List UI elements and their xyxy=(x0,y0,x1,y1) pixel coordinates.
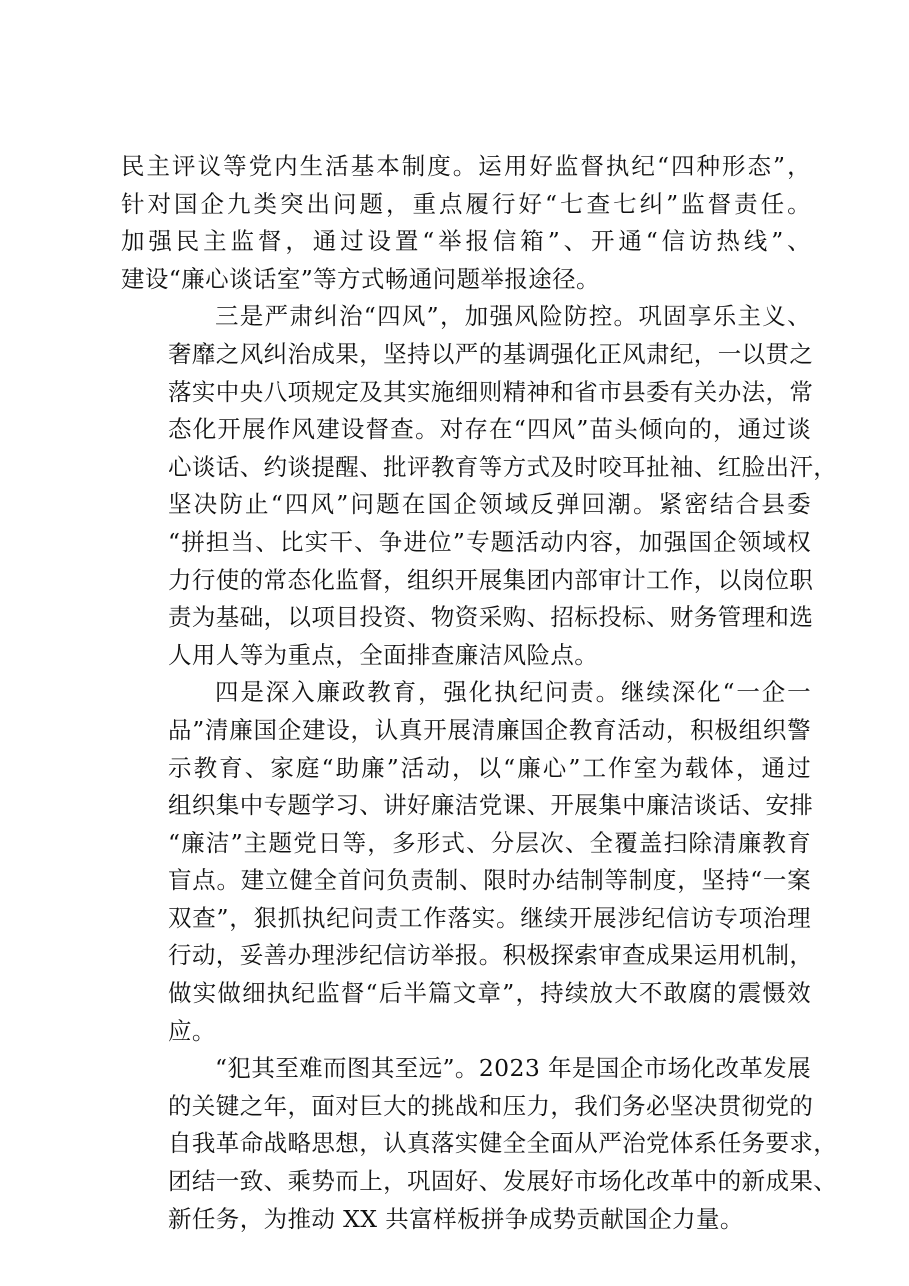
paragraph xyxy=(121,674,814,1050)
text-line: 应。 xyxy=(168,1016,216,1045)
text-line: 行动，妥善办理涉纪信访举报。积极探索审查成果运用机制， xyxy=(168,941,814,970)
paragraph xyxy=(121,1050,838,1238)
paragraph xyxy=(121,298,838,674)
text-line: 示教育、家庭“助廉”活动，以“廉心”工作室为载体，通过 xyxy=(168,753,811,782)
text-line: 品”清廉国企建设，认真开展清廉国企教育活动，积极组织警 xyxy=(168,715,811,744)
text-line: 责为基础，以项目投资、物资采购、招标投标、财务管理和选 xyxy=(168,603,814,632)
text-line: 新任务，为推动 XX 共富样板拼争成势贡献国企力量。 xyxy=(168,1204,744,1233)
text-line: 组织集中专题学习、讲好廉洁党课、开展集中廉洁谈话、安排 xyxy=(168,791,814,820)
text-line: “拼担当、比实干、争进位”专题活动内容，加强国企领域权 xyxy=(168,527,811,556)
text-line: 四是深入廉政教育，强化执纪问责。继续深化“一企一 xyxy=(215,678,811,707)
document-body xyxy=(121,148,838,1238)
text-line: 坚决防止“四风”问题在国企领域反弹回潮。紧密结合县委 xyxy=(168,490,811,519)
text-line: 心谈话、约谈提醒、批评教育等方式及时咬耳扯袖、红脸出汗， xyxy=(168,452,838,481)
text-line: 盲点。建立健全首问负责制、限时办结制等制度，坚持“一案 xyxy=(168,866,811,895)
text-line: 态化开展作风建设督查。对存在“四风”苗头倾向的，通过谈 xyxy=(168,415,811,444)
text-line: 力行使的常态化监督，组织开展集团内部审计工作，以岗位职 xyxy=(168,565,814,594)
text-line: 团结一致、乘势而上，巩固好、发展好市场化改革中的新成果、 xyxy=(168,1167,838,1196)
text-line: 民主评议等党内生活基本制度。运用好监督执纪“四种形态”， xyxy=(121,152,811,180)
text-line: 做实做细执纪监督“后半篇文章”，持续放大不敢腐的震慑效 xyxy=(168,979,811,1008)
text-line: 加强民主监督，通过设置“举报信箱”、开通“信访热线”、 xyxy=(121,227,811,256)
paragraph xyxy=(121,148,811,298)
text-line: 建设“廉心谈话室”等方式畅通问题举报途径。 xyxy=(121,264,600,293)
text-line: “廉洁”主题党日等，多形式、分层次、全覆盖扫除清廉教育 xyxy=(168,828,811,857)
text-line: 奢靡之风纠治成果，坚持以严的基调强化正风肃纪，一以贯之 xyxy=(168,339,814,368)
text-line: 自我革命战略思想，认真落实健全全面从严治党体系任务要求， xyxy=(168,1129,838,1158)
text-line: 三是严肃纠治“四风”，加强风险防控。巩固享乐主义、 xyxy=(215,302,811,331)
text-line: 针对国企九类突出问题，重点履行好“七查七纠”监督责任。 xyxy=(121,189,811,218)
text-line: 双查”，狠抓执纪问责工作落实。继续开展涉纪信访专项治理 xyxy=(168,903,811,932)
text-line: 落实中央八项规定及其实施细则精神和省市县委有关办法，常 xyxy=(168,377,814,406)
text-line: 人用人等为重点，全面排查廉洁风险点。 xyxy=(168,640,599,669)
text-line: 的关键之年，面对巨大的挑战和压力，我们务必坚决贯彻党的 xyxy=(168,1091,814,1120)
text-line: “犯其至难而图其至远”。2023 年是国企市场化改革发展 xyxy=(215,1054,812,1083)
